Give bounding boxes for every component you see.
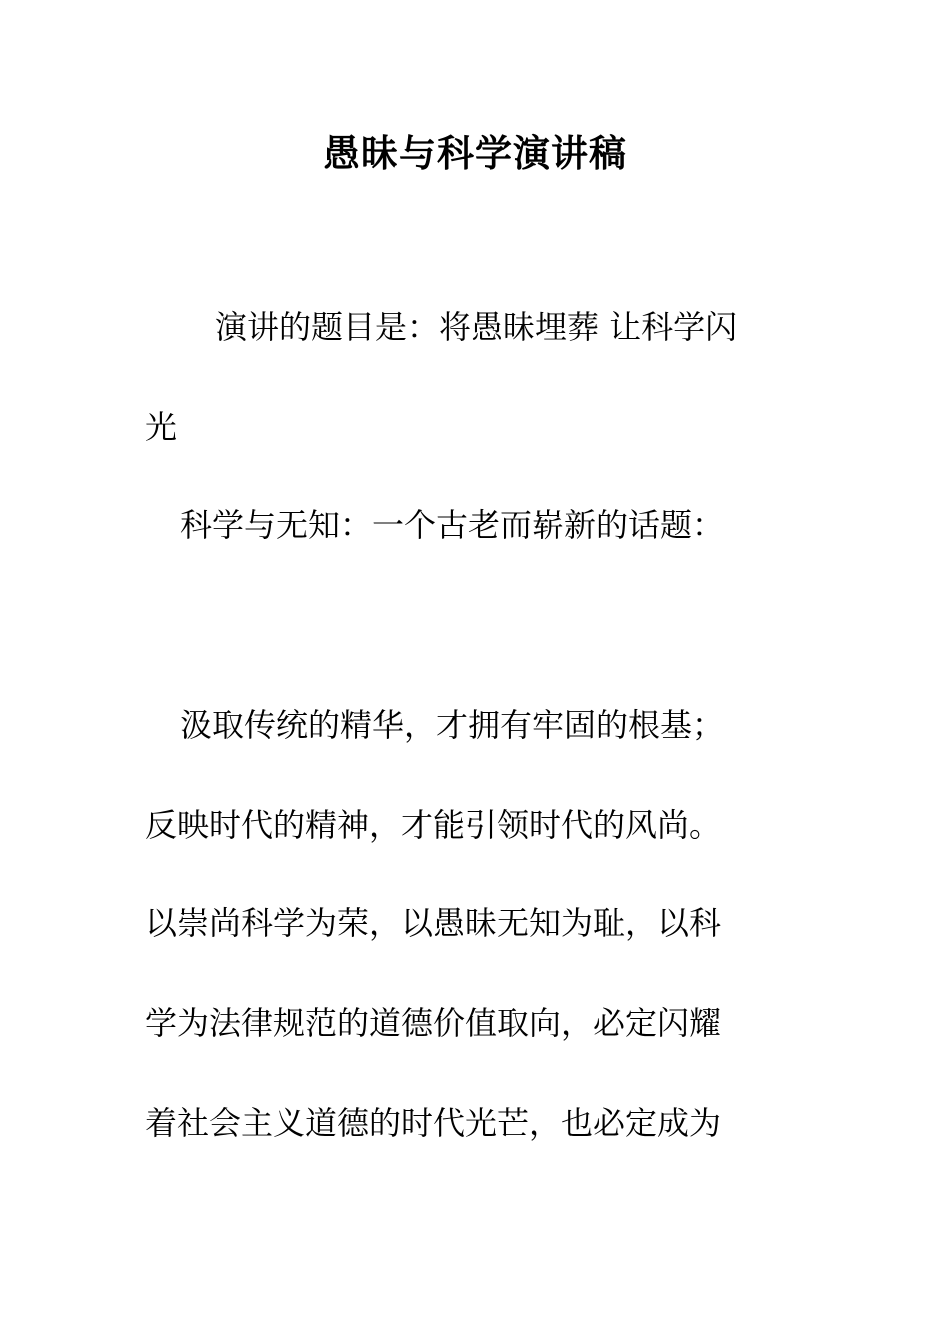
document-title: 愚昧与科学演讲稿 (323, 132, 627, 175)
paragraph-line: 演讲的题目是：将愚昧埋葬 让科学闪 (215, 308, 738, 346)
paragraph-line: 科学与无知：一个古老而崭新的话题： (180, 506, 725, 544)
paragraph-line: 着社会主义道德的时代光芒，也必定成为 (145, 1104, 722, 1142)
paragraph-line: 汲取传统的精华，才拥有牢固的根基； (180, 706, 725, 744)
paragraph-line: 光 (145, 408, 178, 446)
paragraph-line: 反映时代的精神，才能引领时代的风尚。 (145, 806, 722, 844)
paragraph-line: 以崇尚科学为荣，以愚昧无知为耻，以科 (145, 904, 722, 942)
paragraph-line: 学为法律规范的道德价值取向，必定闪耀 (145, 1004, 722, 1042)
